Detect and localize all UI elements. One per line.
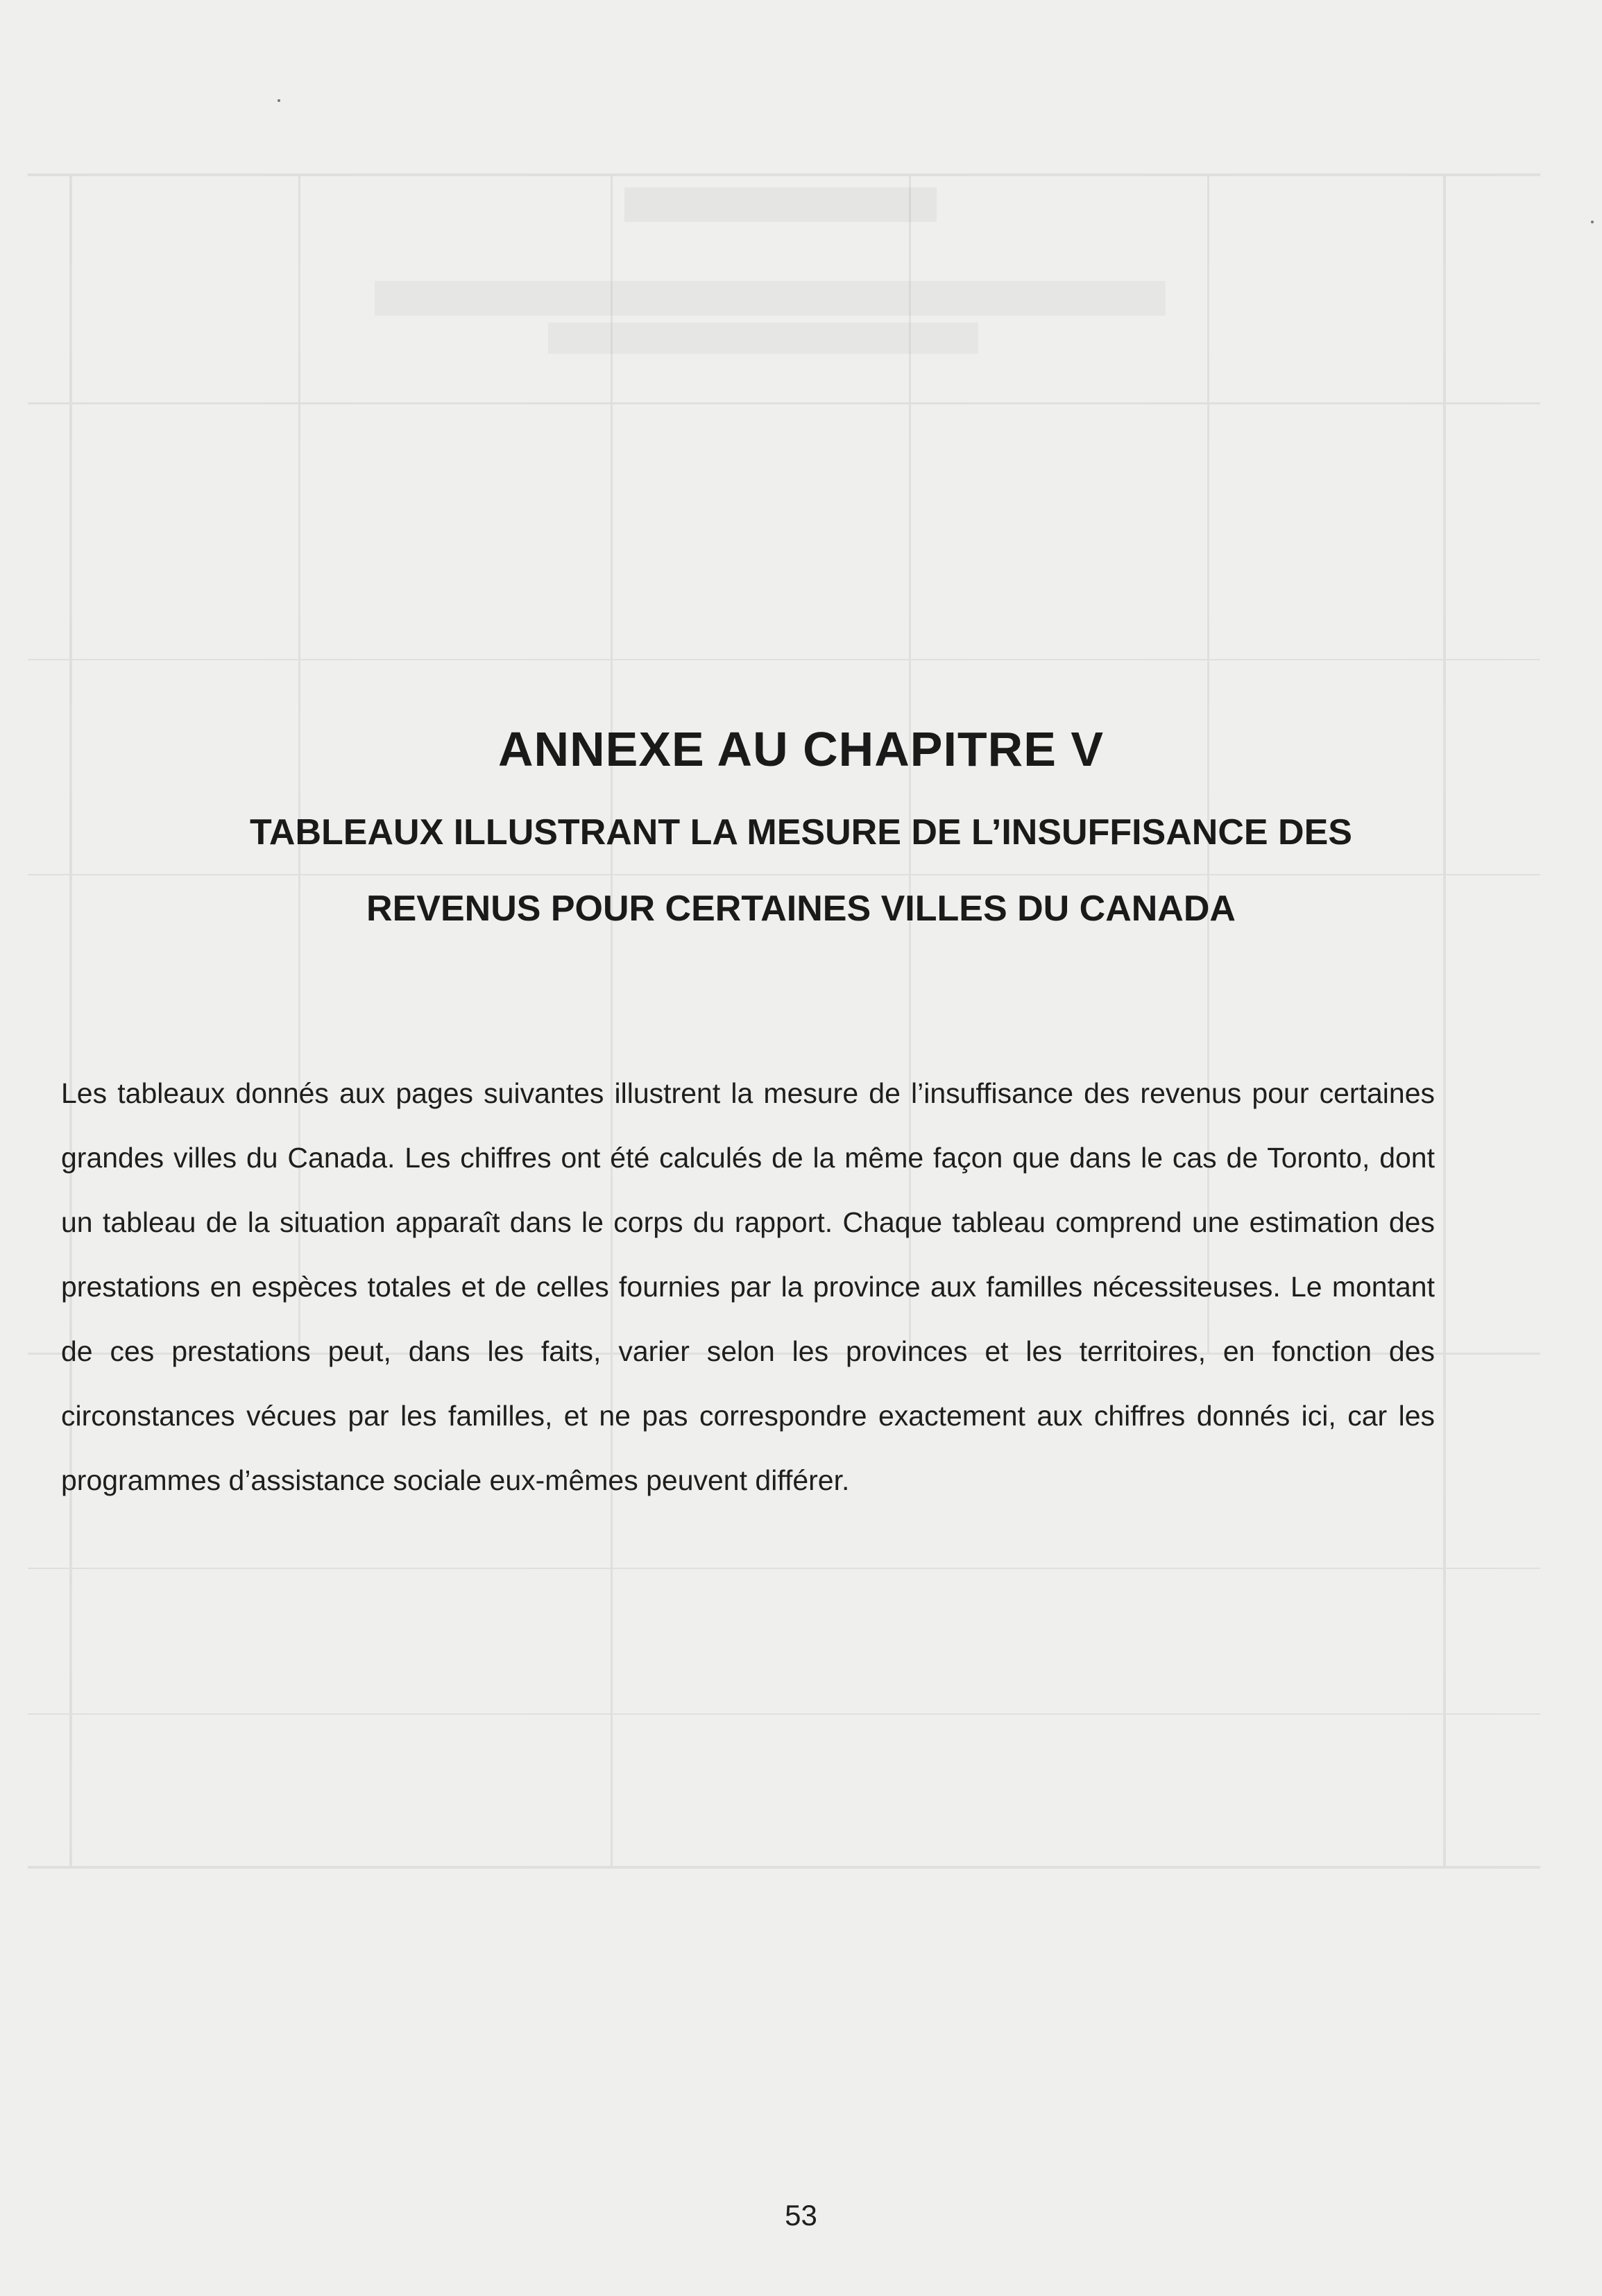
subtitle-line-2: REVENUS POUR CERTAINES VILLES DU CANADA <box>366 889 1236 929</box>
reverse-page-title-shadow <box>624 187 937 222</box>
paper-speck <box>1591 221 1594 223</box>
page-number: 53 <box>785 2199 817 2231</box>
reverse-page-subtitle-shadow-2 <box>548 323 978 354</box>
chapter-heading: ANNEXE AU CHAPITRE V <box>497 722 1105 776</box>
reverse-page-subtitle-shadow <box>375 281 1166 316</box>
intro-paragraph: Les tableaux donnés aux pages suivantes illustrent la mesure de l’insuffisance des revenus pour certaines grandes villes du Canada. Les chiffres ont été calculés de la même façon que dans le cas de Toronto, dont un tableau de la situation apparaît dans le corps du rapport. Chaque tableau comprend une estimation des prestations en espèces totales et de celles fournies par la province aux familles nécessiteuses. Le montant de ces prestations peut, dans les faits, varier selon les provinces et les territoires, en fonction des circonstances vécues par les familles, et ne pas correspondre exactement aux chiffres donnés ici, car les programmes d’assistance sociale eux-mêmes peuvent différer. <box>61 1077 1435 1496</box>
subtitle-line-1: TABLEAUX ILLUSTRANT LA MESURE DE L’INSUFFISANCE DES <box>250 812 1352 853</box>
paper-speck <box>278 99 280 102</box>
reverse-page-bleed-through <box>28 173 1540 1866</box>
